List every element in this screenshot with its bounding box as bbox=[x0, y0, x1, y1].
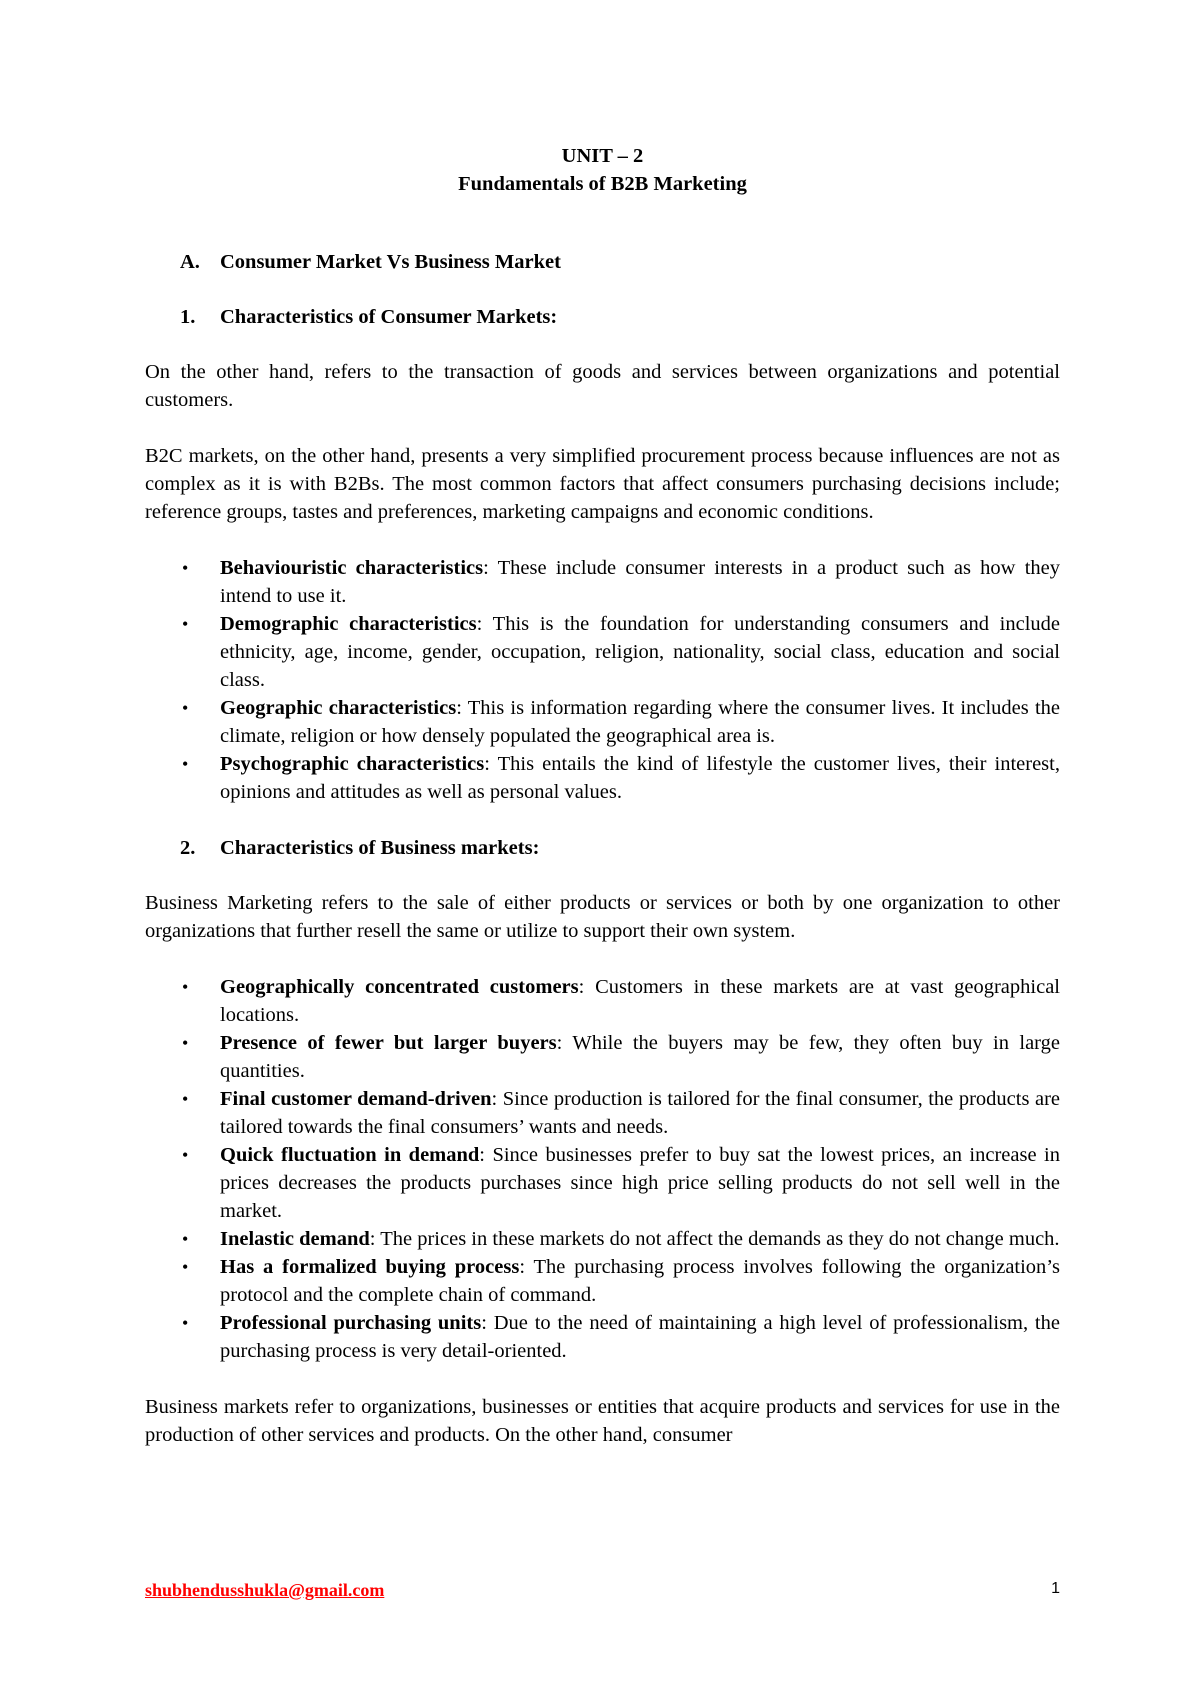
list-item-text: : These include consumer interests in a product such as how they intend to use it. bbox=[220, 557, 1060, 607]
list-item-term: Professional purchasing units bbox=[220, 1312, 482, 1334]
bullet-icon: • bbox=[182, 1145, 189, 1165]
paragraph: B2C markets, on the other hand, presents a very simplified procurement process because influences are not as complex as it is with B2Bs. The most common factors that affect consumers purchasing decisions include; reference groups, tastes and preferences, marketing campaigns and economic conditions. bbox=[145, 445, 1060, 523]
paragraph: On the other hand, refers to the transaction of goods and services between organizations and potential customers. bbox=[145, 361, 1060, 411]
list-item bbox=[145, 694, 1060, 750]
list-item-text: : Due to the need of maintaining a high level of professionalism, the purchasing process is very detail-oriented. bbox=[220, 1312, 1060, 1362]
list-item-term: Behaviouristic characteristics bbox=[220, 557, 484, 579]
list-item bbox=[145, 973, 1060, 1029]
page-content bbox=[145, 142, 1060, 1477]
list-item bbox=[145, 610, 1060, 694]
list-item-term: Final customer demand-driven bbox=[220, 1088, 492, 1110]
list-item bbox=[145, 1085, 1060, 1141]
list-item-term: Psychographic characteristics bbox=[220, 753, 485, 775]
list-item-term: Presence of fewer but larger buyers bbox=[220, 1032, 557, 1054]
list-item bbox=[145, 554, 1060, 610]
list-item-term: Quick fluctuation in demand bbox=[220, 1144, 480, 1166]
list-item-text: : The prices in these markets do not affect the demands as they do not change much. bbox=[369, 1228, 1060, 1250]
consumer-characteristics-list bbox=[145, 554, 1060, 806]
list-item-text: : Customers in these markets are at vast geographical locations. bbox=[220, 976, 1060, 1026]
bullet-icon: • bbox=[182, 614, 189, 634]
list-item-text: : While the buyers may be few, they often buy in large quantities. bbox=[220, 1032, 1060, 1082]
paragraph: Business Marketing refers to the sale of either products or services or both by one organization to other organizations that further resell the same or utilize to support their own system. bbox=[145, 892, 1060, 942]
page-number: 1 bbox=[1051, 1580, 1060, 1597]
list-item bbox=[145, 1029, 1060, 1085]
section-1-title: Characteristics of Consumer Markets: bbox=[220, 306, 558, 328]
section-1-heading bbox=[145, 303, 1060, 331]
section-2-heading bbox=[145, 834, 1060, 862]
section-a-heading bbox=[145, 248, 1060, 276]
list-item-text: : Since businesses prefer to buy sat the lowest prices, an increase in prices decreases the products purchases since high price selling products do not sell well in the market. bbox=[220, 1144, 1060, 1222]
unit-label: UNIT – 2 bbox=[561, 145, 644, 167]
bullet-icon: • bbox=[182, 1089, 189, 1109]
list-item bbox=[145, 1253, 1060, 1309]
bullet-icon: • bbox=[182, 1033, 189, 1053]
author-email-link[interactable]: shubhendusshukla@gmail.com bbox=[145, 1580, 385, 1600]
list-item-term: Geographic characteristics bbox=[220, 697, 457, 719]
list-item bbox=[145, 1141, 1060, 1225]
business-characteristics-list bbox=[145, 973, 1060, 1365]
list-item-text: : The purchasing process involves following the organization’s protocol and the complete chain of command. bbox=[220, 1256, 1060, 1306]
bullet-icon: • bbox=[182, 1257, 189, 1277]
bullet-icon: • bbox=[182, 698, 189, 718]
list-item-term: Has a formalized buying process bbox=[220, 1256, 520, 1278]
list-item-text: : This entails the kind of lifestyle the customer lives, their interest, opinions and attitudes as well as personal values. bbox=[220, 753, 1060, 803]
list-item bbox=[145, 1309, 1060, 1365]
section-a-marker: A. bbox=[180, 251, 200, 273]
paragraph: Business markets refer to organizations, businesses or entities that acquire products and services for use in the production of other services and products. On the other hand, consumer bbox=[145, 1396, 1060, 1446]
list-item-text: : This is the foundation for understanding consumers and include ethnicity, age, income, gender, occupation, religion, nationality, social class, education and social class. bbox=[220, 613, 1061, 691]
list-item-text: : This is information regarding where the consumer lives. It includes the climate, religion or how densely populated the geographical area is. bbox=[220, 697, 1061, 747]
list-item-term: Geographically concentrated customers bbox=[220, 976, 579, 998]
bullet-icon: • bbox=[182, 1229, 189, 1249]
list-item bbox=[145, 750, 1060, 806]
list-item bbox=[145, 1225, 1060, 1253]
bullet-icon: • bbox=[182, 754, 189, 774]
section-1-marker: 1. bbox=[180, 306, 196, 328]
list-item-text: : Since production is tailored for the final consumer, the products are tailored towards the final consumers’ wants and needs. bbox=[220, 1088, 1060, 1138]
bullet-icon: • bbox=[182, 977, 189, 997]
list-item-term: Inelastic demand bbox=[220, 1228, 370, 1250]
bullet-icon: • bbox=[182, 558, 189, 578]
section-2-marker: 2. bbox=[180, 837, 196, 859]
bullet-icon: • bbox=[182, 1313, 189, 1333]
section-2-title: Characteristics of Business markets: bbox=[220, 837, 540, 859]
list-item-term: Demographic characteristics bbox=[220, 613, 477, 635]
document-title: Fundamentals of B2B Marketing bbox=[458, 173, 747, 195]
section-a-title: Consumer Market Vs Business Market bbox=[220, 251, 561, 273]
